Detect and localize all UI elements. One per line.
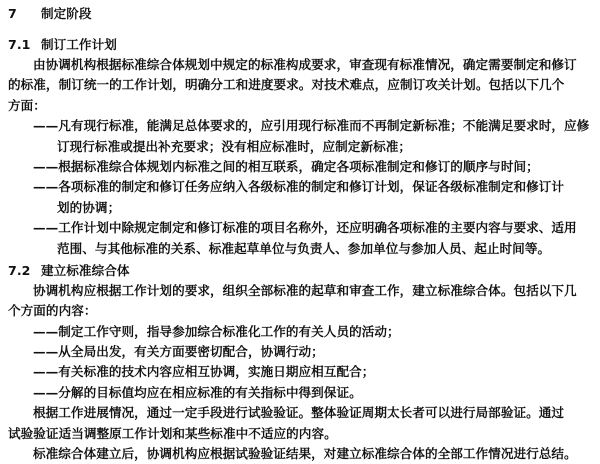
list-item: ——根据标准综合体规划内标准之间的相互联系，确定各项标准制定和修订的顺序与时间； [33, 158, 539, 174]
clause-heading [8, 34, 592, 55]
list-item: ——工作计划中除规定制定和修订标准的项目名称外，还应明确各项标准的主要内容与要求、适用 [33, 220, 577, 236]
paragraph-line: 标准综合体建立后，协调机构应根据试验验证结果，对建立标准综合体的全部工作情况进行总结。 [33, 446, 577, 462]
clause-title: 制订工作计划 [41, 37, 117, 52]
list-item: ——凡有现行标准，能满足总体要求的，应引用现行标准而不再制定新标准；不能满足要求时，应修 [33, 118, 590, 134]
paragraph-line: 协调机构应根据工作计划的要求，组织全部标准的起草和审查工作，建立标准综合体。包括以下几 [33, 282, 577, 298]
section-number: 7 [8, 6, 17, 21]
paragraph-line: 的标准，制订统一的工作计划，明确分工和进度要求。对技术难点，应制订攻关计划。包括以下几个 [8, 77, 565, 93]
paragraph-line: 试验验证适当调整原工作计划和某些标准中不适应的内容。 [8, 425, 337, 441]
list-item-continuation: 范围、与其他标准的关系、标准起草单位与负责人、参加单位与参加人员、起止时间等。 [57, 240, 551, 256]
section-heading [8, 2, 592, 25]
list-item: ——制定工作守则，指导参加综合标准化工作的有关人员的活动； [33, 323, 400, 339]
paragraph-line: 由协调机构根据标准综合体规划中规定的标准构成要求，审查现有标准情况，确定需要制定和修订 [33, 57, 577, 72]
list-item: ——各项标准的制定和修订任务应纳入各级标准的制定和修订计划，保证各级标准制定和修订计 [33, 179, 565, 195]
section-title: 制定阶段 [41, 6, 92, 21]
clause-number: 7.2 [8, 262, 31, 278]
paragraph-line: 根据工作进展情况，通过一定手段进行试验验证。整体验证周期太长者可以进行局部验证。通过 [33, 405, 565, 421]
list-item-continuation: 划的协调； [57, 199, 121, 215]
paragraph-line: 方面： [8, 97, 46, 113]
list-item: ——有关标准的技术内容应相互协调，实施日期应相互配合； [33, 364, 375, 380]
list-item: ——从全局出发，有关方面要密切配合，协调行动； [33, 344, 324, 360]
clause-heading [8, 260, 592, 281]
clause-number: 7.1 [8, 37, 31, 52]
list-item: ——分解的目标值均应在相应标准的有关指标中得到保证。 [33, 384, 362, 400]
paragraph-line: 个方面的内容： [8, 303, 97, 319]
clause-title: 建立标准综合体 [41, 262, 130, 278]
list-item-continuation: 订现行标准或提出补充要求；没有相应标准时，应制定新标准； [57, 138, 412, 154]
